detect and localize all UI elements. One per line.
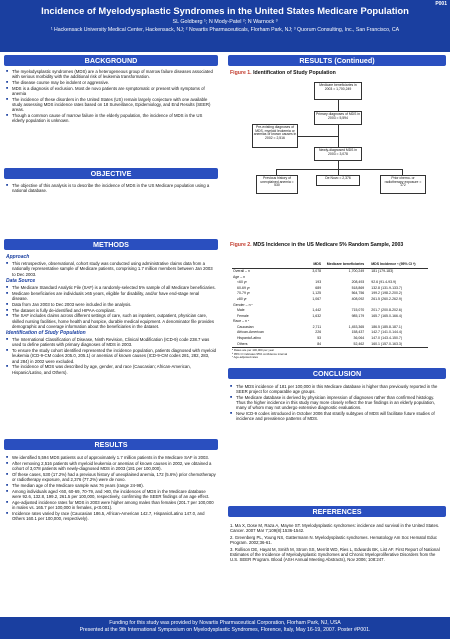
- table-cell: Caucasian: [237, 324, 254, 329]
- table-cell: 715,070: [351, 308, 365, 313]
- flow-newly-diagnosed-box: Newly-diagnosed MDS in 2003 = 3,078: [314, 147, 362, 161]
- table-cell: 92.6 (91.4-93.9): [371, 280, 397, 285]
- flow-medicare-box: Medicare beneficiaries in 2003 = 1,700,249: [314, 82, 362, 100]
- bullet-item: ■ The Medicare database is derived by physician impression of diagnoses rather than confirmed histology. Thus the higher incidence in this study may more closely reflect the true findings in an elderly population, many of whom may not undergo extensive diagnostic evaluations.: [230, 395, 444, 411]
- table-cell: ≥80 yr: [237, 296, 247, 301]
- table-cell: 1,632: [312, 313, 322, 318]
- flow-excluded-box: Pre-existing diagnoses of MDS, myeloid leukemia or anemias of known causes in 2002 = 2,516: [252, 124, 298, 148]
- table-cell: 147.0 (143.4-150.7): [371, 336, 402, 341]
- objective-list: [6, 183, 216, 193]
- bullet-item: ■ To ensure the study cohort identified represented the incidence population, patients diagnosed with myeloid leukemia (ICD-9-CM codes 205.0, 205.1) or anemias of known causes (ICD-9-CM codes 281, 282, 283, and 284) in 2002 were excluded.: [6, 348, 216, 364]
- bullet-item: ■ The disease course may be indolent or aggressive.: [6, 80, 216, 85]
- figure1-title: [230, 70, 336, 76]
- conclusion-heading: CONCLUSION: [228, 368, 446, 379]
- references-heading: REFERENCES: [228, 506, 446, 517]
- reference-item: 2. Greenberg PL, Young NS, Gattermann N. Myelodysplastic syndromes. Hematology Am Soc Hematol Educ Program. 2002;36-61.: [230, 534, 438, 545]
- presentation-statement: Presented at the 9th International Symposium on Myelodysplastic Syndromes, Florence, Italy, May 16-19, 2007. Poster #P001.: [79, 627, 371, 633]
- references-section: [230, 523, 444, 564]
- table-cell: 36,064: [353, 336, 365, 341]
- bullet-item: ■ We identified 5,594 MDS patients out of approximately 1.7 million patients in the Medicare SAF in 2003.: [6, 455, 216, 460]
- table-cell: 1,125: [312, 291, 322, 296]
- incidence-table: [232, 262, 428, 360]
- results-section: [6, 455, 216, 522]
- flow-primary-box: Primary diagnoses of MDS in 2003 = 5,594: [314, 111, 362, 125]
- flow-connector: [338, 125, 339, 147]
- figure2-label: Figure 2.: [230, 242, 252, 248]
- bullet-item: ■ The objective of this analysis is to describe the incidence of MDS in the US Medicare population using a national database.: [6, 183, 216, 193]
- approach-list: [6, 261, 216, 277]
- bullet-item: ■ Among individuals aged <60, 60-69, 70-79, and >80, the incidences of MDS in the Medicare database were 92.6, 132.8, 199.2, 261.5 per 100,000, respectively, confirming the SEER findings of an age effect.: [6, 489, 216, 499]
- table-cell: 985,179: [351, 313, 365, 318]
- bullet-item: ■ Medicare beneficiaries are individuals ≥65 years, eligible for disability, and/or have end-stage renal disease.: [6, 291, 216, 301]
- table-cell: Others: [232, 341, 303, 347]
- table-header-cell: MDS Incidence ᵃ (95% CI ᵇ): [371, 262, 416, 267]
- objective-section: [6, 183, 216, 194]
- table-cell: 518,869: [351, 285, 365, 290]
- flow-connector: [298, 136, 338, 137]
- table-cell: 181 (179-183): [365, 268, 428, 274]
- background-heading: BACKGROUND: [4, 55, 218, 66]
- table-cell: 226: [315, 330, 322, 335]
- table-cell: Overall – n: [232, 268, 303, 274]
- conclusion-section: [230, 384, 444, 422]
- figure1-label: Figure 1.: [230, 70, 252, 76]
- bullet-item: ■ Age-adjusted incidence rates for MDS in 2003 were higher among males than females (201.7 per 100,000 in males vs. 165.7 per 100,000 in females, p<0.001).: [6, 500, 216, 510]
- table-cell: Age – n: [233, 274, 246, 279]
- figure1-caption: Identification of Study Population: [253, 70, 336, 76]
- table-cell: 261.5 (260.2-262.9): [371, 296, 402, 301]
- table-cell: 689: [315, 285, 322, 290]
- table-cell: 53: [317, 336, 322, 341]
- results-continued-heading: RESULTS (Continued): [228, 55, 446, 66]
- bullet-item: ■ The myelodysplastic syndromes (MDS) are a heterogeneous group of marrow failure diseases associated with serious morbidity with the additional risk of leukemia transformation.: [6, 69, 216, 79]
- results-heading: RESULTS: [4, 439, 218, 450]
- table-cell: 208,493: [351, 280, 365, 285]
- approach-subheading: Approach: [6, 254, 30, 260]
- flow-connector: [338, 161, 339, 175]
- table-cell: 564,756: [351, 291, 365, 296]
- table-cell: <60 yr: [237, 280, 247, 285]
- table-cell: 1,700,249: [322, 268, 365, 274]
- table-cell: 70-79 yr: [237, 291, 250, 296]
- background-list: [6, 69, 216, 123]
- table-cell: 1,067: [312, 296, 322, 301]
- table-cell: Hispanic/Latino: [237, 336, 261, 341]
- table-cell: 199.2 (198.2-200.2): [371, 291, 402, 296]
- reference-item: 1. Ma X, Dose M, Raza A, Mayne ST. Myelodysplastic syndromes: incidence and survival in the United States. Cancer. 2007 Mar 7;109(8):1536-1542.: [230, 523, 440, 534]
- footnote: ᶜ Age-adjusted rates: [232, 355, 258, 360]
- table-cell: 84: [303, 341, 323, 347]
- table-cell: 160.1 (157.0-163.3): [365, 341, 428, 347]
- table-cell: 193: [315, 280, 322, 285]
- background-section: [6, 69, 216, 124]
- footnote: ᵃ Rates are per 100,000 per year: [232, 347, 275, 352]
- table-cell: 165.7 (165.0-166.4): [371, 313, 402, 318]
- objective-heading: OBJECTIVE: [4, 168, 218, 179]
- bullet-item: ■ MDS is a diagnosis of exclusion. Most de novo patients are symptomatic or present with symptoms of anemia: [6, 86, 216, 96]
- table-cell: Female: [237, 313, 249, 318]
- table-header-cell: Medicare beneficiaries: [326, 262, 365, 267]
- table-cell: 1,453,365: [348, 324, 365, 329]
- footnote: ᵇ 95% CI indicates 95% confidence interval: [232, 351, 288, 356]
- funding-statement: Funding for this study was provided by Novartis Pharmaceutical Corporation, Florham Park, NJ, USA: [109, 620, 341, 626]
- table-cell: 60-69 yr: [237, 285, 250, 290]
- flow-prior-chemo-box: Prior chemo- or radiotherapy exposure = 172: [380, 175, 426, 194]
- flow-de-novo-box: De Novo = 2,376: [316, 175, 360, 186]
- table-cell: 132.8 (131.9-133.7): [371, 285, 402, 290]
- references-list: [230, 523, 444, 562]
- table-cell: 201.7 (200.8-202.6): [371, 308, 402, 313]
- figure2-caption: MDS Incidence in the US Medicare 5% Random Sample, 2003: [253, 242, 404, 248]
- methods-section: [6, 253, 216, 375]
- table-cell: Gender – n ᶜ: [233, 302, 253, 307]
- reference-item: 3. Rollison DE, Hayat M, Smith M, Strom SS, Merritt WD, Ries L, Edwards BK, List AF. First Report of National Estimates of the Incidence of Myelodysplastic Syndromes and Chronic Myeloproliferative Disorders from the U.S. SEER Program. Blood (ASH Annual Meeting Abstracts), Nov 2006; 108:247.: [230, 546, 440, 562]
- table-cell: African-American: [237, 330, 264, 335]
- identification-list: [6, 337, 216, 375]
- figure2-title: [230, 242, 403, 248]
- table-cell: 1,442: [312, 308, 322, 313]
- table-header-cell: MDS: [313, 262, 322, 267]
- bullet-item: ■ The Medicare Standard Analytic File (SAF) is a randomly-selected 5% sample of all Medicare beneficiaries.: [6, 285, 216, 290]
- table-cell: 186.5 (185.8-187.1): [371, 324, 402, 329]
- table-cell: 52,462: [322, 341, 365, 347]
- data-source-list: [6, 285, 216, 329]
- study-population-flowchart: [228, 80, 446, 206]
- bullet-item: ■ The SAF includes claims across different settings of care, such as inpatient, outpatient, physician care, skilled nursing facilities, home health and hospice, durable medical equipment. A denominator file provides demographic and coverage information about the beneficiaries in the dataset.: [6, 313, 216, 329]
- data-source-subheading: Data Source: [6, 277, 36, 284]
- bullet-item: ■ The incidence of MDS was described by age, gender, and race (Caucasian; African-American, Hispanic/Latino, and Others).: [6, 364, 216, 374]
- bullet-item: ■ Data from Jan 2003 to Dec 2003 were included in the analysis.: [6, 302, 216, 307]
- table-cell: 3,078: [303, 268, 323, 274]
- table-cell: 158,437: [351, 330, 365, 335]
- bullet-item: ■ This retrospective, observational, cohort study was conducted using administrative claims data from a nationally representative sample of Medicare patients, comprising 1.7 million members between Jan 2003 to Dec 2003.: [6, 261, 216, 277]
- table-cell: 2,711: [312, 324, 322, 329]
- bullet-item: ■ The MDS incidence of 181 per 100,000 in this Medicare database is higher than previously reported in the SEER project for comparable age groups.: [230, 384, 444, 394]
- bullet-item: ■ The dataset is fully de-identified and HIPAA-compliant.: [6, 308, 216, 313]
- flow-prev-anemia-box: Previous history of unexplained anemia = 530: [256, 175, 298, 194]
- poster-id: P001: [435, 1, 447, 7]
- poster-header: [0, 0, 450, 52]
- table-cell: Male: [237, 308, 245, 313]
- bullet-item: ■ New ICD-9 codes introduced in October 2006 that stratify subtypes of MDS will facilitate future studies of incidence and prevalence patterns of MDS.: [230, 411, 444, 421]
- table-cell: Race – n ᶜ: [233, 319, 250, 324]
- poster-footer: [0, 617, 450, 639]
- incidence-table-body: [232, 268, 428, 347]
- flow-connector: [338, 100, 339, 111]
- bullet-item: ■ After removing 2,516 patients with myeloid leukemia or anemias of known causes in 2002, we obtained a cohort of 3,078 patients with newly-diagnosed MDS in 2003 (181 per 100,000).: [6, 461, 216, 471]
- poster-affiliations: ¹ Hackensack University Medical Center, Hackensack, NJ; ² Novartis Pharmaceuticals, Florham Park, NJ; ³ Quorum Consulting, Inc., San Francisco, CA: [50, 27, 400, 33]
- bullet-item: ■ Of these cases, 530 (17.2%) had a previous history of unexplained anemia, 172 (5.6%) prior chemotherapy or radiotherapy exposure, and 2,376 (77.2%) were de novo.: [6, 472, 216, 482]
- results-list: [6, 455, 216, 521]
- table-row: [232, 341, 428, 347]
- methods-heading: METHODS: [4, 239, 218, 250]
- bullet-item: ■ The International Classification of Disease, Ninth Revision, Clinical Modification (ICD-9) code 238.7 was used to define patients with primary diagnoses of MDS in 2003.: [6, 337, 216, 347]
- bullet-item: ■ The incidence of these disorders in the United States (US) remain largely conjecture with one available study assessing MDS incidence rates based on 18 Surveillance, Epidemiology, and End Results (SEER) areas.: [6, 97, 216, 113]
- bullet-item: ■ The median age of the Medicare sample was 76 years (range 24-98).: [6, 483, 216, 488]
- conclusion-list: [230, 384, 444, 422]
- identification-subheading: Identification of Study Population: [6, 330, 86, 337]
- flow-connector: [276, 169, 402, 170]
- table-footnotes: [232, 349, 428, 360]
- table-cell: 408,092: [351, 296, 365, 301]
- bullet-item: ■ Though a common cause of marrow failure in the elderly population, the incidence of MDS in the US elderly population is unknown.: [6, 113, 216, 123]
- table-cell: 142.7 (141.0-144.4): [371, 330, 402, 335]
- poster-authors: SL Goldberg ¹; N Mody-Patel ²; N Warnock ³: [172, 19, 278, 25]
- poster-title: Incidence of Myelodysplastic Syndromes in the United States Medicare Population: [41, 5, 409, 16]
- bullet-item: ■ Incidence rates varied by race (Caucasian 186.5, African-American 142.7, Hispanic/Latino 147.0, and Others 160.1 per 100,000, respectively).: [6, 511, 216, 521]
